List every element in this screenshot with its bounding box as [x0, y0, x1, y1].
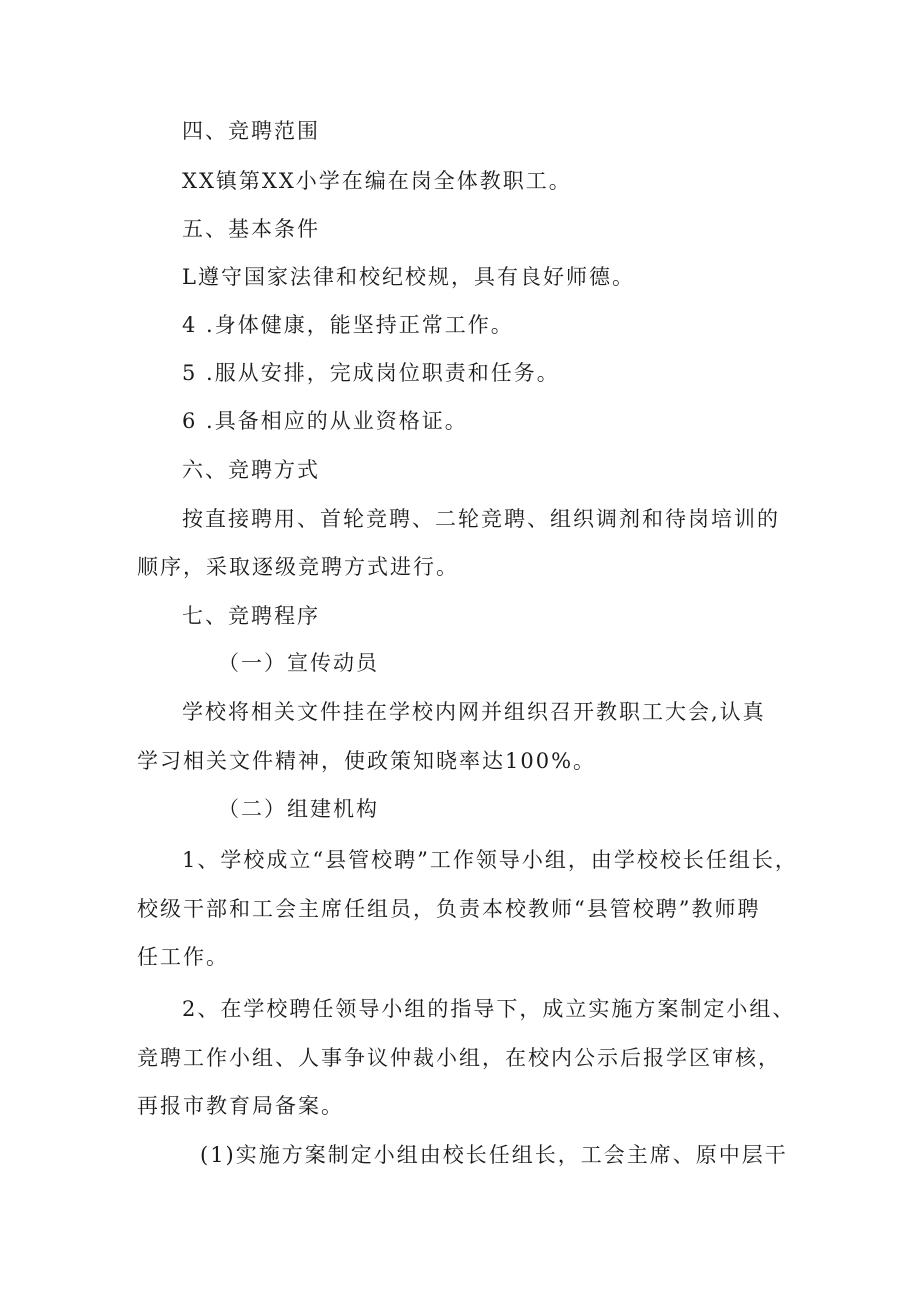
section-heading-method: 六、竞聘方式	[182, 458, 320, 482]
list-item: 4 .身体健康，能坚持正常工作。	[182, 313, 514, 337]
section-heading-scope: 四、竞聘范围	[182, 119, 320, 143]
section-heading-conditions: 五、基本条件	[182, 217, 320, 241]
paragraph-line: 任工作。	[137, 945, 229, 969]
subsection-heading-publicity: （一）宣传动员	[218, 651, 379, 675]
subsection-heading-organization: （二）组建机构	[218, 797, 379, 821]
paragraph-line: 2、在学校聘任领导小组的指导下，成立实施方案制定小组、	[182, 997, 796, 1021]
paragraph-line: 再报市教育局备案。	[137, 1094, 344, 1118]
list-item: L遵守国家法律和校纪校规，具有良好师德。	[182, 265, 635, 289]
paragraph-line: 竞聘工作小组、人事争议仲裁小组，在校内公示后报学区审核，	[137, 1046, 781, 1070]
list-item: 6 .具备相应的从业资格证。	[182, 409, 468, 433]
paragraph-line: 校级干部和工会主席任组员，负责本校教师“县管校聘”教师聘	[137, 897, 761, 921]
list-item: 5 .服从安排，完成岗位职责和任务。	[182, 361, 560, 385]
paragraph-line: XX镇第XX小学在编在岗全体教职工。	[182, 169, 572, 193]
paragraph-line: 学校将相关文件挂在学校内网并组织召开教职工大会,认真	[182, 700, 766, 724]
paragraph-line: 按直接聘用、首轮竞聘、二轮竞聘、组织调剂和待岗培训的	[182, 507, 780, 531]
paragraph-line: 顺序，采取逐级竞聘方式进行。	[137, 555, 459, 579]
section-heading-procedure: 七、竞聘程序	[182, 604, 320, 628]
paragraph-line: 1、学校成立“县管校聘”工作领导小组，由学校校长任组长，	[182, 848, 798, 872]
paragraph-line: (1)实施方案制定小组由校长任组长，工会主席、原中层干	[200, 1143, 788, 1167]
paragraph-line: 学习相关文件精神，使政策知晓率达100%。	[137, 749, 597, 773]
